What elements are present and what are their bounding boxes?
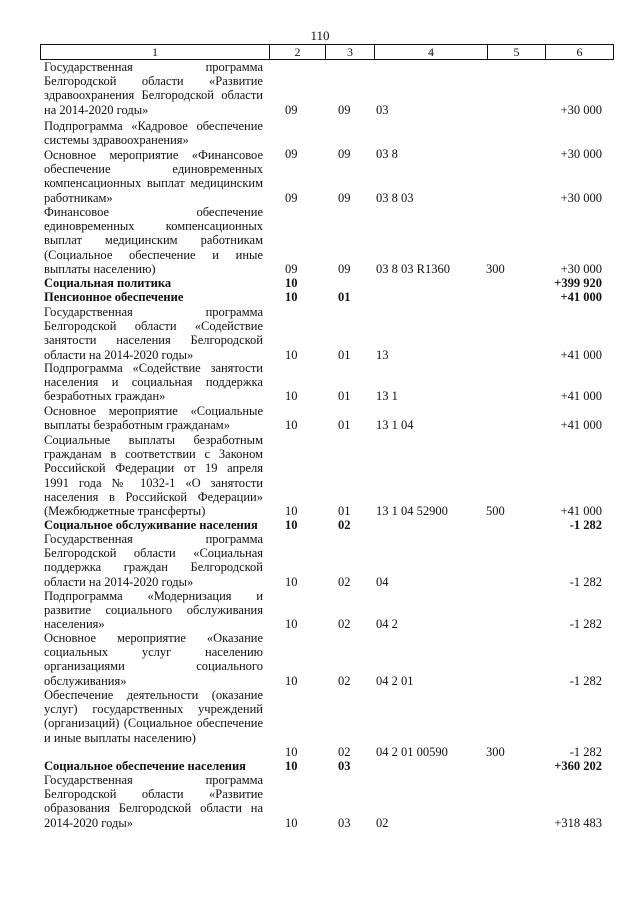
row-subsection: 02 [338, 617, 351, 632]
row-amount: -1 282 [569, 574, 602, 589]
row-target-article: 13 1 [376, 389, 398, 404]
row-section: 09 [285, 261, 298, 276]
table-row [0, 148, 640, 205]
row-expense-type: 300 [486, 261, 505, 276]
row-name: Обеспечение деятельности (оказание услуг) государственных учреждений (организаций) (Социальное обеспечение и иные выплаты населению) [44, 688, 263, 745]
row-target-article: 02 [376, 815, 389, 830]
table-row [0, 276, 640, 290]
header-col-6: 6 [576, 45, 583, 59]
table-row [0, 688, 640, 759]
header-col-5: 5 [488, 45, 546, 59]
row-name: Подпрограмма «Модернизация и развитие социального обслуживания населения» [44, 589, 263, 632]
row-subsection: 02 [338, 574, 351, 589]
header-col-4: 4 [375, 45, 488, 59]
row-section: 09 [285, 147, 298, 162]
row-section: 10 [285, 276, 298, 290]
row-amount: -1 282 [569, 744, 602, 759]
row-name: Государственная программа Белгородской области «Развитие здравоохранения Белгородской области на 2014-2020 годы» [44, 60, 263, 117]
table-row [0, 589, 640, 632]
row-amount: -1 282 [569, 518, 602, 532]
row-name: Основное мероприятие «Социальные выплаты безработным гражданам» [44, 404, 263, 433]
row-subsection: 09 [338, 261, 351, 276]
row-target-article: 04 2 01 [376, 673, 414, 688]
row-amount: +30 000 [560, 190, 602, 205]
row-expense-type: 300 [486, 744, 505, 759]
table-row [0, 759, 640, 773]
row-subsection: 09 [338, 102, 351, 117]
row-subsection: 02 [338, 744, 351, 759]
row-amount: +41 000 [560, 418, 602, 433]
row-amount: +30 000 [560, 261, 602, 276]
row-name: Государственная программа Белгородской области «Развитие образования Белгородской области на 2014-2020 годы» [44, 773, 263, 830]
row-amount: +360 202 [554, 759, 602, 773]
row-name: Социальные выплаты безработным гражданам в соответствии с Законом Российской Федерации от 19 апреля 1991 года № 1032-1 «О занятости населения в Российской Федерации» (Межбюджетные трансферты) [44, 433, 263, 519]
table-row [0, 773, 640, 830]
row-name: Социальное обслуживание населения [44, 518, 258, 532]
row-name: Социальное обеспечение населения [44, 759, 246, 773]
row-target-article: 13 1 04 52900 [376, 504, 448, 518]
row-name: Подпрограмма «Кадровое обеспечение системы здравоохранения» [44, 119, 263, 148]
row-subsection: 09 [338, 147, 351, 162]
row-name: Пенсионное обеспечение [44, 290, 184, 304]
row-subsection: 01 [338, 290, 351, 304]
row-section: 09 [285, 102, 298, 117]
row-target-article: 03 8 03 R1360 [376, 261, 450, 276]
table-row [0, 404, 640, 432]
row-section: 10 [285, 673, 298, 688]
row-expense-type: 500 [486, 504, 505, 518]
row-section: 10 [285, 815, 298, 830]
row-section: 10 [285, 617, 298, 632]
row-subsection: 02 [338, 673, 351, 688]
row-amount: -1 282 [569, 617, 602, 632]
row-subsection: 09 [338, 190, 351, 205]
row-name: Государственная программа Белгородской области «Социальная поддержка граждан Белгородской области на 2014-2020 годы» [44, 532, 263, 589]
table-row [0, 290, 640, 304]
row-section: 10 [285, 574, 298, 589]
row-target-article: 03 [376, 102, 389, 117]
row-name: Финансовое обеспечение единовременных компенсационных выплат медицинским работникам (Социальное обеспечение и иные выплаты населению) [44, 205, 263, 276]
row-section: 10 [285, 518, 298, 532]
row-target-article: 04 2 01 00590 [376, 744, 448, 759]
row-subsection: 03 [338, 815, 351, 830]
row-name: Государственная программа Белгородской области «Содействие занятости населения Белгородской области на 2014-2020 годы» [44, 305, 263, 362]
table-row [0, 60, 640, 117]
row-section: 10 [285, 347, 298, 362]
row-target-article: 13 [376, 347, 389, 362]
row-subsection: 02 [338, 518, 351, 532]
row-section: 10 [285, 759, 298, 773]
row-section: 09 [285, 190, 298, 205]
table-row [0, 361, 640, 404]
row-target-article: 04 [376, 574, 389, 589]
row-target-article: 03 8 [376, 147, 398, 162]
header-col-1: 1 [41, 45, 270, 59]
table-row [0, 518, 640, 532]
row-name: Социальная политика [44, 276, 172, 290]
table-row [0, 305, 640, 362]
row-amount: +30 000 [560, 147, 602, 162]
row-subsection: 01 [338, 418, 351, 433]
row-section: 10 [285, 744, 298, 759]
row-target-article: 04 2 [376, 617, 398, 632]
row-section: 10 [285, 290, 298, 304]
row-subsection: 03 [338, 759, 351, 773]
table-row [0, 433, 640, 518]
row-amount: +41 000 [560, 504, 602, 518]
row-target-article: 03 8 03 [376, 190, 414, 205]
row-name: Основное мероприятие «Финансовое обеспечение единовременных компенсационных выплат медицинским работникам» [44, 148, 263, 205]
row-subsection: 01 [338, 389, 351, 404]
row-target-article: 13 1 04 [376, 418, 414, 433]
row-amount: +318 483 [554, 815, 602, 830]
row-subsection: 01 [338, 347, 351, 362]
table-row [0, 631, 640, 688]
row-name: Основное мероприятие «Оказание социальных услуг населению организациями социального обслуживания» [44, 631, 263, 688]
row-subsection: 01 [338, 504, 351, 518]
header-col-2: 2 [270, 45, 326, 59]
page-number: 110 [310, 28, 330, 43]
table-row [0, 532, 640, 589]
row-name: Подпрограмма «Содействие занятости населения и социальная поддержка безработных граждан» [44, 361, 263, 404]
row-section: 10 [285, 504, 298, 518]
table-row [0, 205, 640, 276]
header-col-3: 3 [326, 45, 375, 59]
row-section: 10 [285, 418, 298, 433]
row-amount: +30 000 [560, 102, 602, 117]
row-amount: +41 000 [560, 290, 602, 304]
row-amount: +41 000 [560, 347, 602, 362]
row-amount: -1 282 [569, 673, 602, 688]
row-amount: +41 000 [560, 389, 602, 404]
row-section: 10 [285, 389, 298, 404]
row-amount: +399 920 [554, 276, 602, 290]
table-header [40, 44, 614, 60]
